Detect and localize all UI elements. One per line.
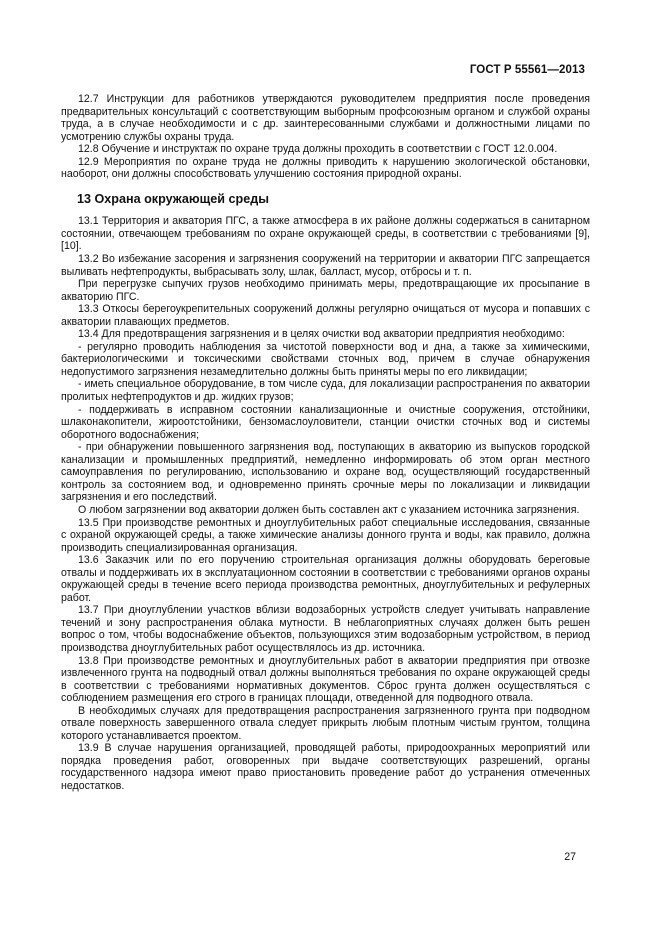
document-body (61, 93, 590, 793)
paragraph-12-8: 12.8 Обучение и инструктаж по охране труда должны проходить в соответствии с ГОСТ 12.0.004. (78, 143, 558, 156)
standard-header: ГОСТ Р 55561—2013 (469, 64, 585, 76)
paragraph-12-9: 12.9 Мероприятия по охране труда не должны приводить к нарушению экологической обстановки, наоборот, они должны способствовать улучшению состояния природной охраны. (61, 155, 590, 181)
list-item: - поддерживать в исправном состоянии канализационные и очистные сооружения, отстойники, шлаконакопители, жироотстойники, бензомаслоуловители, станции очистки сточных вод и системы оборотного водоснабжения; (61, 403, 590, 441)
paragraph-13-5: 13.5 При производстве ремонтных и дноуглубительных работ специальные исследования, связанные с охраной окружающей среды, а также химические анализы донного грунта и воды, как правило, должна производить специализированная организация. (61, 516, 590, 554)
paragraph-12-7: 12.7 Инструкции для работников утверждаются руководителем предприятия после проведения предварительных консультаций с соответствующим выборным профсоюзным органом и службой охраны труда, а в случае необходимости и с др. заинтересованными службами и должностными лицами по усмотрению службы охраны труда. (61, 93, 590, 143)
section-heading: 13 Охрана окружающей среды (77, 191, 269, 206)
paragraph-13-4: 13.4 Для предотвращения загрязнения и в целях очистки вод акватории предприятия необходимо: (78, 328, 565, 341)
paragraph-13-8: 13.8 При производстве ремонтных и дноуглубительных работ в акватории предприятия при отвозке извлеченного грунта на подводный отвал должны выполняться требования по охране окружающей среды в соответствии с требованиями нормативных документов. Сброс грунта должен осуществляться с соблюдением размещения его строго в границах площади, отведенной для подводного отвала. (61, 654, 590, 705)
list-item: - при обнаружении повышенного загрязнения вод, поступающих в акваторию из выпусков городской канализации и промышленных предприятий, немедленно информировать об этом орган местного самоуправления по регулированию, использованию и охране вод, осуществляющий государственный контроль за состоянием вод, и одновременно принять срочные меры по локализации и ликвидации загрязнения и его последствий. (61, 441, 590, 504)
paragraph-13-8-cont: В необходимых случаях для предотвращения распространения загрязненного грунта при подводном отвале поверхность завершенного отвала следует прикрыть любым плотным чистым грунтом, толщина которого устанавливается проектом. (61, 704, 590, 742)
paragraph-13-6: 13.6 Заказчик или по его поручению строительная организация должны оборудовать береговые отвалы и поддерживать их в эксплуатационном состоянии в соответствии с требованиями органов охраны окружающей среды в течение всего периода производства ремонтных, дноуглубительных и рефулерных работ. (61, 554, 590, 604)
paragraph-13-1: 13.1 Территория и акватория ПГС, а также атмосфера в их районе должны содержаться в санитарном состоянии, отвечающем требованиям по охране окружающей среды, в соответствии с требованиями [9], [10]. (61, 215, 590, 253)
paragraph-13-4-note: О любом загрязнении вод акватории должен быть составлен акт с указанием источника загрязнения. (78, 503, 580, 516)
paragraph-13-2-cont: При перегрузке сыпучих грузов необходимо принимать меры, предотвращающие их просыпание в акваторию ПГС. (61, 278, 590, 303)
paragraph-13-7: 13.7 При дноуглублении участков вблизи водозаборных устройств следует учитывать направление течений и зону распространения облака мутности. В неблагоприятных случаях должен быть решен вопрос о том, чтобы водоснабжение объектов, пользующихся этим водозаборным устройством, в период производства дноуглубительных работ осуществлялось из др. источника. (61, 604, 590, 654)
paragraph-13-3: 13.3 Откосы берегоукрепительных сооружений должны регулярно очищаться от мусора и попавших с акватории плавающих предметов. (61, 303, 590, 328)
list-item: - регулярно проводить наблюдения за чистотой поверхности вод и дна, а также за химическими, бактериологическими и токсическими свойствами сточных вод, причем в случае обнаружения недопустимого загрязнения незамедлительно должны быть приняты меры по его ликвидации; (61, 340, 590, 378)
list-item: - иметь специальное оборудование, в том числе суда, для локализации распространения по акватории пролитых нефтепродуктов и др. жидких грузов; (61, 378, 590, 404)
paragraph-13-9: 13.9 В случае нарушения организацией, проводящей работы, природоохранных мероприятий или порядка проведения работ, оговоренных при выдаче соответствующих разрешений, органы государственного надзора имеют право приостановить проведение работ до устранения отмеченных недостатков. (61, 742, 590, 792)
paragraph-13-2: 13.2 Во избежание засорения и загрязнения сооружений на территории и акватории ПГС запрещается выливать нефтепродукты, выбрасывать золу, шлак, балласт, мусор, отбросы и т. п. (61, 253, 590, 278)
page-number: 27 (564, 851, 576, 863)
